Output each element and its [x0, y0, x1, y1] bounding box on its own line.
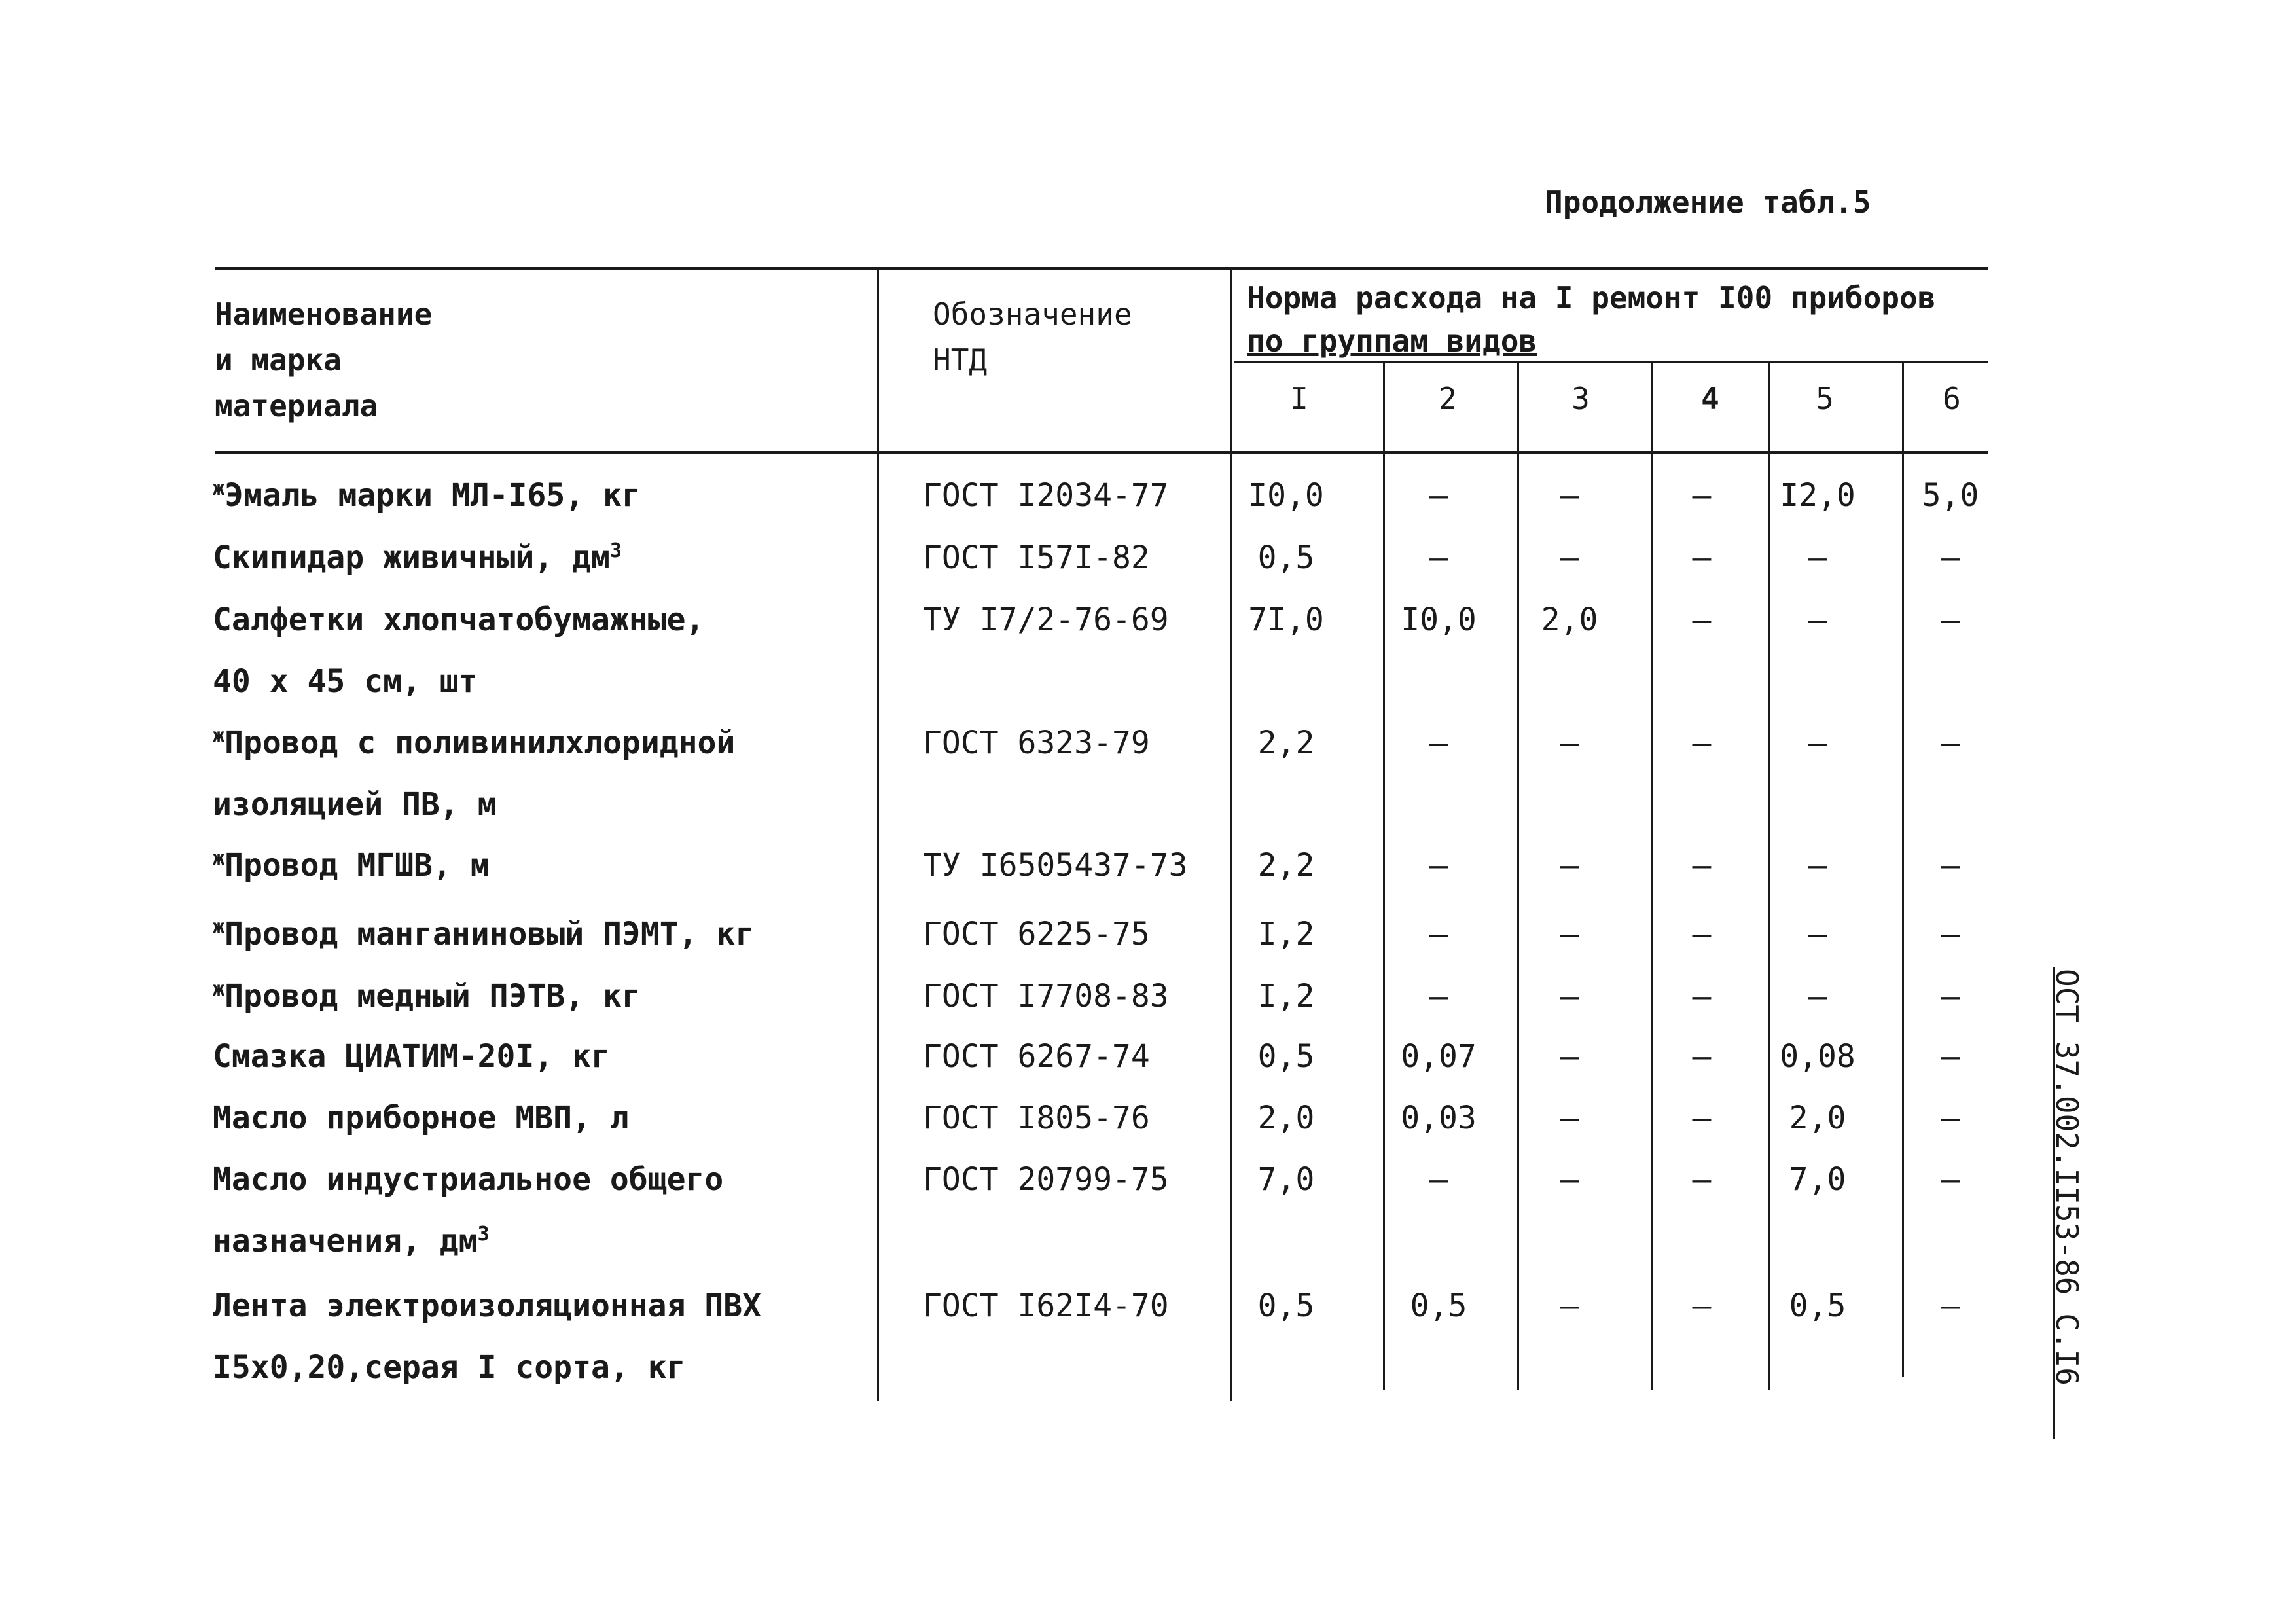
material-name: Салфетки хлопчатобумажные,	[213, 602, 705, 638]
norm-value-group-4: –	[1692, 1161, 1712, 1198]
material-name: $^ж$Эмаль марки МЛ-I65, кг	[213, 477, 641, 514]
norm-value-group-6: –	[1941, 725, 1960, 761]
norm-value-group-6: –	[1941, 1288, 1960, 1324]
material-name-cont: 40 х 45 см, шт	[213, 663, 478, 700]
norm-value-group-1: I,2	[1257, 916, 1315, 952]
norm-value-group-2: –	[1429, 978, 1448, 1015]
norm-value-group-5: –	[1808, 725, 1827, 761]
norm-value-group-3: –	[1560, 847, 1579, 884]
norm-value-group-3: 2,0	[1541, 602, 1598, 638]
standard-designation: ТУ I6505437-73	[923, 847, 1188, 884]
norm-value-group-3: –	[1560, 1288, 1579, 1324]
material-name: $^ж$Провод с поливинилхлоридной	[213, 725, 736, 761]
standard-designation: ГОСТ I57I-82	[923, 539, 1150, 576]
norm-value-group-6: –	[1941, 916, 1960, 952]
norm-value-group-5: –	[1808, 978, 1827, 1015]
material-name: Масло индустриальное общего	[213, 1161, 724, 1198]
norm-value-group-5: –	[1808, 539, 1827, 576]
material-name-cont: I5х0,20,серая I сорта, кг	[213, 1349, 686, 1386]
material-name-cont: назначения, $дм^3$	[213, 1223, 490, 1259]
norm-value-group-1: 2,2	[1257, 725, 1315, 761]
standard-designation: ТУ I7/2-76-69	[923, 602, 1169, 638]
material-name-cont: изоляцией ПВ, м	[213, 786, 497, 823]
group-2-header: 2	[1439, 381, 1457, 416]
standard-designation: ГОСТ I7708-83	[923, 978, 1169, 1015]
material-name: $^ж$Провод манганиновый ПЭМТ, кг	[213, 916, 755, 952]
standard-designation: ГОСТ 20799-75	[923, 1161, 1169, 1198]
norm-value-group-2: –	[1429, 1161, 1448, 1198]
norm-value-group-5: –	[1808, 847, 1827, 884]
standard-designation: ГОСТ 6267-74	[923, 1038, 1150, 1075]
norm-value-group-3: –	[1560, 1038, 1579, 1075]
norm-value-group-2: –	[1429, 916, 1448, 952]
norm-value-group-4: –	[1692, 477, 1712, 514]
norm-value-group-4: –	[1692, 725, 1712, 761]
norm-value-group-2: –	[1429, 847, 1448, 884]
norm-value-group-1: 0,5	[1257, 539, 1315, 576]
norm-value-group-5: –	[1808, 602, 1827, 638]
table-row	[0, 903, 2296, 965]
norm-value-group-2: –	[1429, 477, 1448, 514]
norm-value-group-1: 2,0	[1257, 1100, 1315, 1136]
norm-value-group-3: –	[1560, 1161, 1579, 1198]
norm-value-group-4: –	[1692, 602, 1712, 638]
norm-value-group-6: –	[1941, 602, 1960, 638]
norm-value-group-4: –	[1692, 978, 1712, 1015]
material-name: Скипидар живичный, $дм^3$	[213, 539, 622, 576]
material-name: $^ж$Провод медный ПЭТВ, кг	[213, 978, 641, 1015]
table-row	[0, 527, 2296, 588]
norm-value-group-4: –	[1692, 539, 1712, 576]
material-name: $^ж$Провод МГШВ, м	[213, 847, 490, 884]
material-name: Масло приборное МВП, л	[213, 1100, 629, 1136]
norm-value-group-4: –	[1692, 916, 1712, 952]
material-name: Смазка ЦИАТИМ-20I, кг	[213, 1038, 610, 1075]
group-6-header: 6	[1943, 381, 1961, 416]
table-row	[0, 712, 2296, 823]
norm-value-group-2: –	[1429, 539, 1448, 576]
norm-value-group-1: 2,2	[1257, 847, 1315, 884]
material-name: Лента электроизоляционная ПВХ	[213, 1288, 762, 1324]
norm-value-group-3: –	[1560, 1100, 1579, 1136]
norm-value-group-5: 7,0	[1789, 1161, 1846, 1198]
norm-value-group-1: I,2	[1257, 978, 1315, 1015]
norm-value-group-1: I0,0	[1248, 477, 1324, 514]
group-3-header: 3	[1571, 381, 1590, 416]
table-row	[0, 589, 2296, 700]
footnote-mark: ж	[213, 725, 225, 748]
footnote-mark: ж	[213, 978, 225, 1001]
standard-designation: ГОСТ I62I4-70	[923, 1288, 1169, 1324]
standard-designation: ГОСТ I805-76	[923, 1100, 1150, 1136]
norm-value-group-2: –	[1429, 725, 1448, 761]
table-top-rule	[215, 267, 1988, 270]
norm-value-group-1: 0,5	[1257, 1288, 1315, 1324]
norm-value-group-3: –	[1560, 978, 1579, 1015]
table-row	[0, 835, 2296, 896]
table-row	[0, 1149, 2296, 1259]
norm-value-group-2: 0,5	[1410, 1288, 1467, 1324]
norm-value-group-5: 0,08	[1780, 1038, 1856, 1075]
footnote-mark: ж	[213, 477, 225, 500]
norm-value-group-3: –	[1560, 539, 1579, 576]
norm-value-group-2: 0,07	[1401, 1038, 1477, 1075]
norm-value-group-3: –	[1560, 477, 1579, 514]
header-name: Наименование и марка материала	[215, 297, 433, 424]
group-5-header: 5	[1816, 381, 1834, 416]
header-bottom-rule	[215, 451, 1988, 454]
table-row	[0, 1087, 2296, 1149]
norm-value-group-6: –	[1941, 1100, 1960, 1136]
table-row	[0, 1275, 2296, 1386]
norm-value-group-6: –	[1941, 1038, 1960, 1075]
norm-value-group-1: 7,0	[1257, 1161, 1315, 1198]
norm-value-group-1: 0,5	[1257, 1038, 1315, 1075]
table-row	[0, 965, 2296, 1027]
norm-value-group-3: –	[1560, 916, 1579, 952]
norm-value-group-6: –	[1941, 847, 1960, 884]
norm-value-group-2: I0,0	[1401, 602, 1477, 638]
group-1-header: I	[1290, 381, 1308, 416]
norm-value-group-5: –	[1808, 916, 1827, 952]
norm-value-group-6: 5,0	[1922, 477, 1979, 514]
norm-value-group-4: –	[1692, 1038, 1712, 1075]
footnote-mark: ж	[213, 847, 225, 870]
norm-value-group-4: –	[1692, 1288, 1712, 1324]
norm-value-group-1: 7I,0	[1248, 602, 1324, 638]
norm-value-group-6: –	[1941, 539, 1960, 576]
table-continued-label: Продолжение табл.5	[1545, 185, 1871, 220]
header-norm: Норма расхода на I ремонт I00 приборов по группам видов	[1247, 280, 1936, 359]
document-side-label: ОСТ 37.002.II53-86 С.I6	[2049, 969, 2085, 1386]
norm-value-group-3: –	[1560, 725, 1579, 761]
standard-designation: ГОСТ 6225-75	[923, 916, 1150, 952]
norm-value-group-6: –	[1941, 978, 1960, 1015]
standard-designation: ГОСТ I2034-77	[923, 477, 1169, 514]
table-row	[0, 465, 2296, 526]
norm-value-group-5: I2,0	[1780, 477, 1856, 514]
norm-value-group-4: –	[1692, 847, 1712, 884]
group-4-header: 4	[1701, 381, 1719, 416]
standard-designation: ГОСТ 6323-79	[923, 725, 1150, 761]
header-std: Обозначение НТД	[933, 297, 1132, 378]
norm-value-group-5: 0,5	[1789, 1288, 1846, 1324]
norm-value-group-2: 0,03	[1401, 1100, 1477, 1136]
norm-value-group-4: –	[1692, 1100, 1712, 1136]
footnote-mark: ж	[213, 916, 225, 939]
table-row	[0, 1026, 2296, 1087]
norm-value-group-5: 2,0	[1789, 1100, 1846, 1136]
norm-value-group-6: –	[1941, 1161, 1960, 1198]
